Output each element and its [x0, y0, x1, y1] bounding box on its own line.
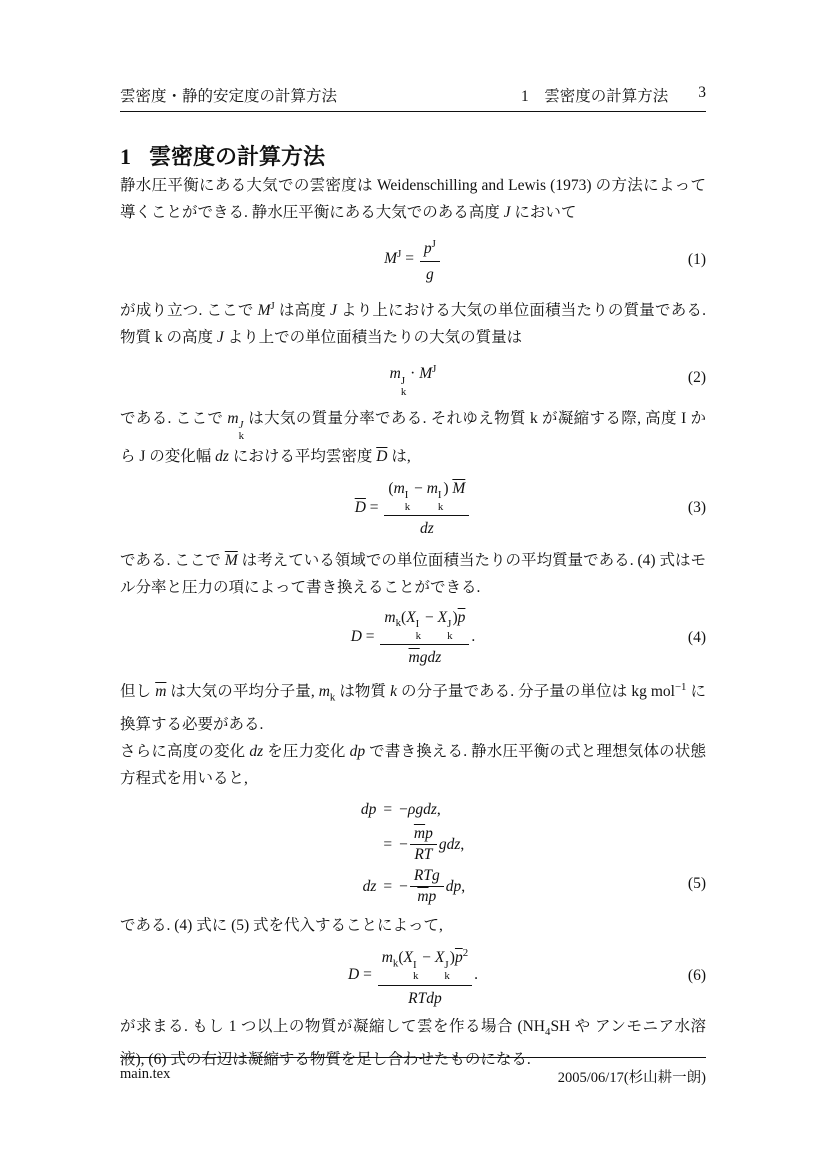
math-run: k — [447, 629, 453, 642]
math-run: J — [444, 958, 449, 971]
math-run: g — [425, 266, 434, 284]
math-run: $\overline{M}$ — [224, 551, 238, 569]
math-run: $\overline{m}$ — [413, 825, 426, 843]
equation-2-body — [390, 357, 437, 398]
header-right-group — [521, 84, 706, 106]
math-run — [361, 798, 377, 822]
math-run — [447, 631, 452, 642]
math-run — [463, 947, 468, 959]
math-run: の分子量である. 分子量の単位は kg mol — [397, 683, 675, 701]
math-run — [410, 867, 444, 906]
math-run: gdz — [419, 649, 442, 667]
math-run: , — [461, 877, 466, 895]
math-run: dz — [419, 519, 434, 537]
math-run: は, — [387, 447, 411, 465]
math-run — [378, 943, 472, 985]
math-run — [361, 875, 377, 899]
math-run — [378, 943, 472, 1008]
math-run: 静水圧平衡にある大気での雲密度は Weidenschilling and Lewis (1973) の方法によって導くことができる. 静水圧平衡にある大気でのある高度 — [120, 177, 706, 221]
math-run — [410, 845, 436, 864]
math-run — [410, 867, 444, 887]
math-run: − — [399, 877, 408, 895]
math-run: m — [389, 365, 401, 383]
math-run: は大気の平均分子量, — [166, 683, 319, 701]
math-run — [422, 262, 438, 285]
math-run: dz — [249, 743, 264, 761]
math-run: ( — [388, 479, 394, 497]
math-run — [399, 867, 465, 906]
math-run: で書き換える. 静水圧平衡の式と理想気体の状態方程式を用いると, — [120, 743, 706, 788]
math-run: より上での単位面積当たりの大気の質量は — [223, 329, 523, 347]
math-run: dp — [445, 877, 462, 895]
section-title: 雲密度の計算方法 — [149, 144, 326, 169]
math-run: = — [401, 250, 418, 268]
equation-4-number: (4) — [687, 628, 706, 646]
math-run — [399, 798, 465, 822]
math-run — [399, 825, 465, 864]
math-run: ρgdz — [407, 801, 437, 819]
math-run: において — [510, 204, 577, 221]
paragraph-mean-mass — [120, 547, 706, 601]
equation-3 — [120, 478, 706, 539]
equation-6-number: (6) — [687, 967, 706, 985]
math-run — [438, 502, 443, 513]
page-header — [120, 84, 706, 112]
equation-5-body — [361, 798, 465, 906]
math-run — [384, 478, 469, 539]
math-run: さらに高度の変化 — [120, 743, 250, 761]
math-run: M — [384, 250, 398, 268]
math-run: $\overline{m}$ — [417, 888, 429, 906]
math-run: $\overline{m}$ — [155, 683, 167, 701]
math-run: $\overline{p}$ — [454, 949, 463, 967]
math-run: J — [270, 300, 275, 313]
math-run: k — [415, 629, 422, 642]
math-run — [239, 431, 244, 442]
math-run — [675, 681, 687, 693]
math-run: m — [318, 683, 330, 701]
math-run: $\overline{m}$ — [408, 649, 420, 667]
equation-1 — [120, 234, 706, 285]
math-run: M — [419, 365, 433, 383]
equation-5 — [120, 798, 706, 906]
paragraph-intro — [120, 172, 706, 226]
math-run — [405, 645, 446, 668]
header-document-title: 雲密度・静的安定度の計算方法 — [120, 88, 338, 105]
math-run: − — [399, 801, 408, 819]
math-run: dp — [349, 743, 366, 761]
equation-1-body — [384, 234, 442, 285]
math-run: 4 — [545, 1025, 551, 1038]
section-heading — [120, 142, 706, 172]
math-run: D — [350, 628, 362, 646]
math-run: I — [412, 958, 417, 971]
math-run: ) — [449, 949, 455, 967]
footer-filename: main.tex — [120, 1066, 171, 1082]
paragraph-molecular-weight — [120, 674, 706, 738]
math-run — [384, 478, 469, 516]
math-run — [404, 986, 446, 1009]
math-run: − — [410, 479, 427, 497]
footer-date-author: 2005/06/17(杉山耕一朗) — [557, 1070, 706, 1086]
math-run: m — [227, 409, 239, 427]
equation-3-body — [355, 478, 472, 539]
math-run: = — [383, 877, 393, 895]
math-run: における平均雲密度 — [228, 447, 377, 465]
math-run: I — [415, 618, 420, 631]
math-run: X — [403, 949, 413, 967]
math-run: p — [423, 240, 432, 258]
math-run: $\overline{D}$ — [354, 498, 366, 516]
math-run: J — [503, 204, 511, 221]
math-run: である. (4) 式に (5) 式を代入することによって, — [120, 917, 443, 935]
math-run: k — [238, 430, 245, 443]
math-run: = — [365, 498, 383, 516]
math-run: − — [418, 949, 435, 967]
math-run: . — [474, 966, 478, 984]
math-run — [380, 607, 469, 645]
math-run — [413, 971, 418, 982]
math-run: dz — [362, 877, 377, 895]
math-run: m — [381, 949, 393, 967]
equation-4 — [120, 607, 706, 668]
math-run: ( — [398, 949, 404, 967]
math-run: m — [384, 608, 396, 626]
math-run: k — [395, 617, 402, 630]
header-section-title: 1 雲密度の計算方法 — [520, 88, 669, 105]
equation-3-number: (3) — [687, 499, 706, 517]
math-run: dz — [215, 447, 229, 465]
math-run: RTg — [413, 867, 440, 885]
math-run — [413, 887, 440, 906]
math-run: . — [471, 628, 476, 646]
math-run — [416, 631, 421, 642]
math-run: は物質 — [335, 683, 391, 701]
equation-4-body — [351, 607, 476, 668]
math-run: p — [428, 888, 437, 906]
math-run: ) — [452, 608, 458, 626]
math-run — [420, 234, 440, 285]
math-run: , — [460, 835, 465, 853]
math-run: $\overline{M}$ — [452, 479, 466, 497]
math-run: に換算する必要がある. — [120, 683, 706, 734]
math-run: X — [434, 949, 445, 967]
equation-2-number: (2) — [687, 368, 706, 386]
math-run: $\overline{p}$ — [457, 608, 466, 626]
math-run: J — [397, 247, 402, 260]
math-run: は考えている領域での単位面積当たりの平均質量である. (4) 式はモル分率と圧力の項によって書き換えることができる. — [120, 551, 706, 596]
math-run: ( — [401, 608, 407, 626]
equation-6-body — [348, 943, 478, 1008]
math-run — [410, 825, 437, 845]
math-run: である. ここで — [120, 551, 225, 569]
math-run: は高度 — [274, 302, 331, 320]
math-run: M — [257, 302, 271, 320]
math-run: k — [400, 386, 407, 399]
math-run: X — [406, 608, 416, 626]
math-run — [432, 363, 436, 375]
math-run: = — [359, 966, 376, 984]
math-run: が成り立つ. ここで — [120, 302, 258, 320]
math-run: k — [437, 500, 444, 513]
math-run: J — [432, 363, 437, 376]
math-run: J — [330, 302, 337, 320]
math-run: , — [436, 801, 441, 819]
equation-1-number: (1) — [687, 250, 706, 268]
math-run: = — [383, 835, 393, 853]
math-run: k — [444, 970, 450, 983]
math-run: · — [406, 365, 420, 383]
math-run — [444, 971, 449, 982]
math-run: k — [392, 957, 399, 970]
header-page-number: 3 — [698, 84, 706, 101]
math-run: p — [425, 825, 433, 843]
math-run: − — [399, 835, 408, 853]
paragraph-pressure-change — [120, 738, 706, 792]
math-run — [380, 607, 469, 668]
math-run: は大気の質量分率である. それゆえ物質 k が凝縮する際, 高度 I から J の変化幅 — [120, 409, 706, 465]
math-run: が求まる. もし 1 つ以上の物質が凝縮して雲を作る場合 (NH — [120, 1017, 546, 1035]
math-run: SH や アンモニア水溶液), (6) 式の右辺は凝縮する物質を足し合わせたものになる. — [120, 1017, 706, 1068]
section-number: 1 — [120, 144, 131, 169]
math-run: J — [447, 618, 452, 631]
math-run: k — [412, 970, 419, 983]
math-run — [432, 238, 436, 250]
math-run: gdz — [438, 835, 461, 853]
math-run: D — [348, 966, 360, 984]
math-run — [405, 502, 410, 513]
math-run: 但し — [120, 683, 156, 701]
equation-2 — [120, 357, 706, 398]
math-run: −1 — [674, 681, 687, 694]
math-run: J — [431, 238, 436, 250]
math-run: より上における大気の単位面積当たりの質量である. 物質 k の高度 — [120, 302, 706, 347]
math-run: を圧力変化 — [263, 743, 350, 761]
math-run: k — [404, 500, 411, 513]
equation-6 — [120, 943, 706, 1008]
math-run: ) — [443, 479, 453, 497]
math-run — [401, 387, 406, 398]
page-footer — [120, 1057, 706, 1087]
paragraph-mass-fraction — [120, 405, 706, 470]
paragraph-mass — [120, 293, 706, 351]
math-run: = — [383, 801, 393, 819]
math-run: − — [421, 608, 438, 626]
math-run — [410, 825, 437, 864]
math-run: J — [400, 374, 406, 387]
math-run: I — [437, 489, 442, 502]
math-run: I — [404, 489, 409, 502]
equation-5-number: (5) — [687, 875, 706, 893]
math-run: dp — [360, 801, 377, 819]
math-run: である. ここで — [120, 409, 228, 427]
math-run: k — [329, 691, 336, 704]
math-run: m — [426, 479, 438, 497]
math-run: 2 — [462, 947, 469, 960]
math-run — [416, 516, 438, 539]
math-run: X — [437, 608, 448, 626]
math-run — [420, 234, 440, 262]
math-run: k — [390, 683, 398, 701]
math-run: J — [238, 419, 244, 432]
math-run: J — [216, 329, 224, 347]
math-run: RT — [414, 846, 433, 864]
math-run: $\overline{D}$ — [376, 447, 388, 465]
math-run: RTdp — [408, 989, 442, 1007]
math-run: m — [393, 479, 405, 497]
math-run: = — [361, 628, 379, 646]
paragraph-substitute — [120, 912, 706, 939]
